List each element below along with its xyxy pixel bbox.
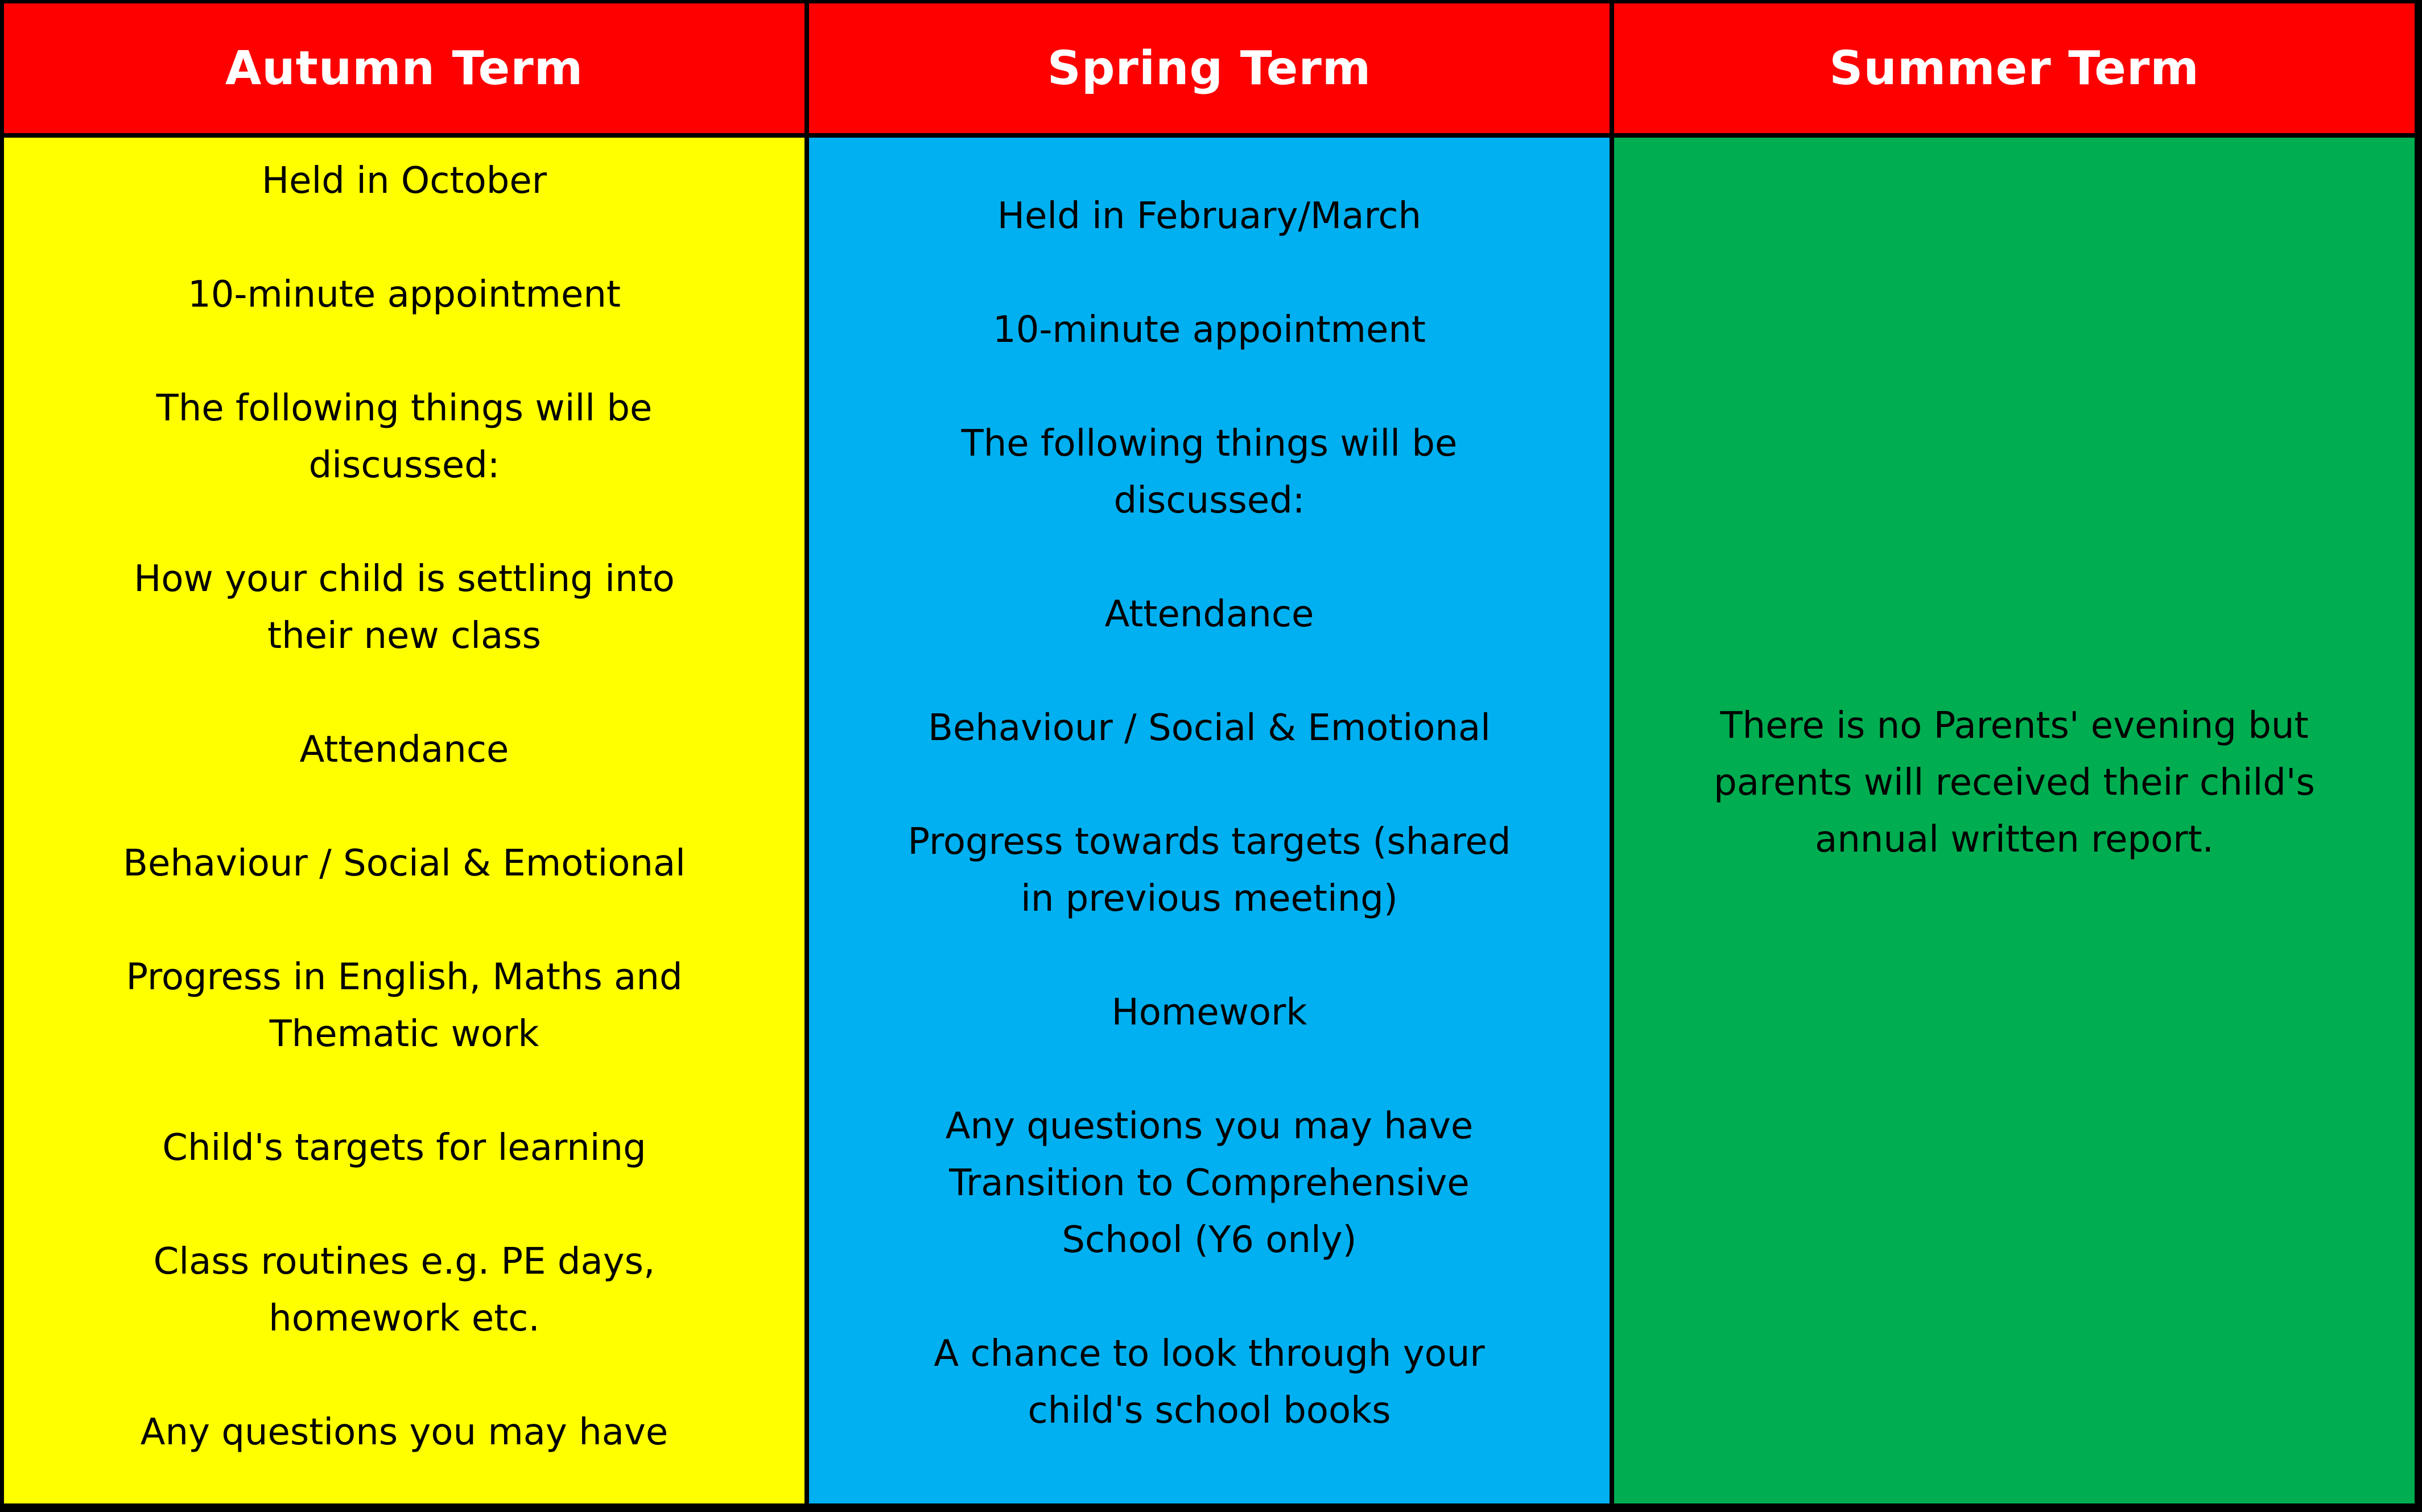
paragraph: Held in February/March	[997, 195, 1422, 237]
paragraph: Attendance	[1104, 593, 1314, 635]
paragraph: Progress towards targets (shared in previous meeting)	[907, 821, 1511, 920]
paragraph: A chance to look through your child's school books	[934, 1333, 1485, 1432]
paragraph: Child's targets for learning	[162, 1127, 646, 1169]
paragraph: Homework	[1111, 992, 1307, 1034]
column-header-summer: Summer Term	[1614, 3, 2415, 133]
paragraph: Any questions you may have Transition to Comprehensive School (Y6 only)	[945, 1105, 1474, 1261]
paragraph: 10-minute appointment	[187, 274, 621, 316]
paragraph: The following things will be discussed:	[961, 423, 1458, 522]
paragraph: Behaviour / Social & Emotional	[123, 842, 686, 885]
paragraph: Any questions you may have	[140, 1411, 669, 1453]
column-body-autumn	[4, 138, 804, 1503]
paragraph: Attendance	[299, 729, 509, 771]
paragraph: Behaviour / Social & Emotional	[928, 707, 1491, 749]
column-body-summer	[1614, 138, 2415, 1503]
paragraph: Progress in English, Maths and Thematic work	[126, 956, 683, 1055]
paragraph: How your child is settling into their new class	[134, 558, 675, 657]
paragraph: Class routines e.g. PE days, homework etc.	[153, 1241, 655, 1340]
paragraph: 10-minute appointment	[992, 309, 1426, 351]
paragraph: The following things will be discussed:	[156, 387, 653, 486]
column-body-spring	[809, 138, 1610, 1503]
paragraph: Held in October	[261, 160, 547, 202]
column-header-spring: Spring Term	[809, 3, 1610, 133]
paragraph: There is no Parents' evening but parents will received their child's annual written report.	[1714, 704, 2315, 861]
column-header-autumn: Autumn Term	[4, 3, 804, 133]
